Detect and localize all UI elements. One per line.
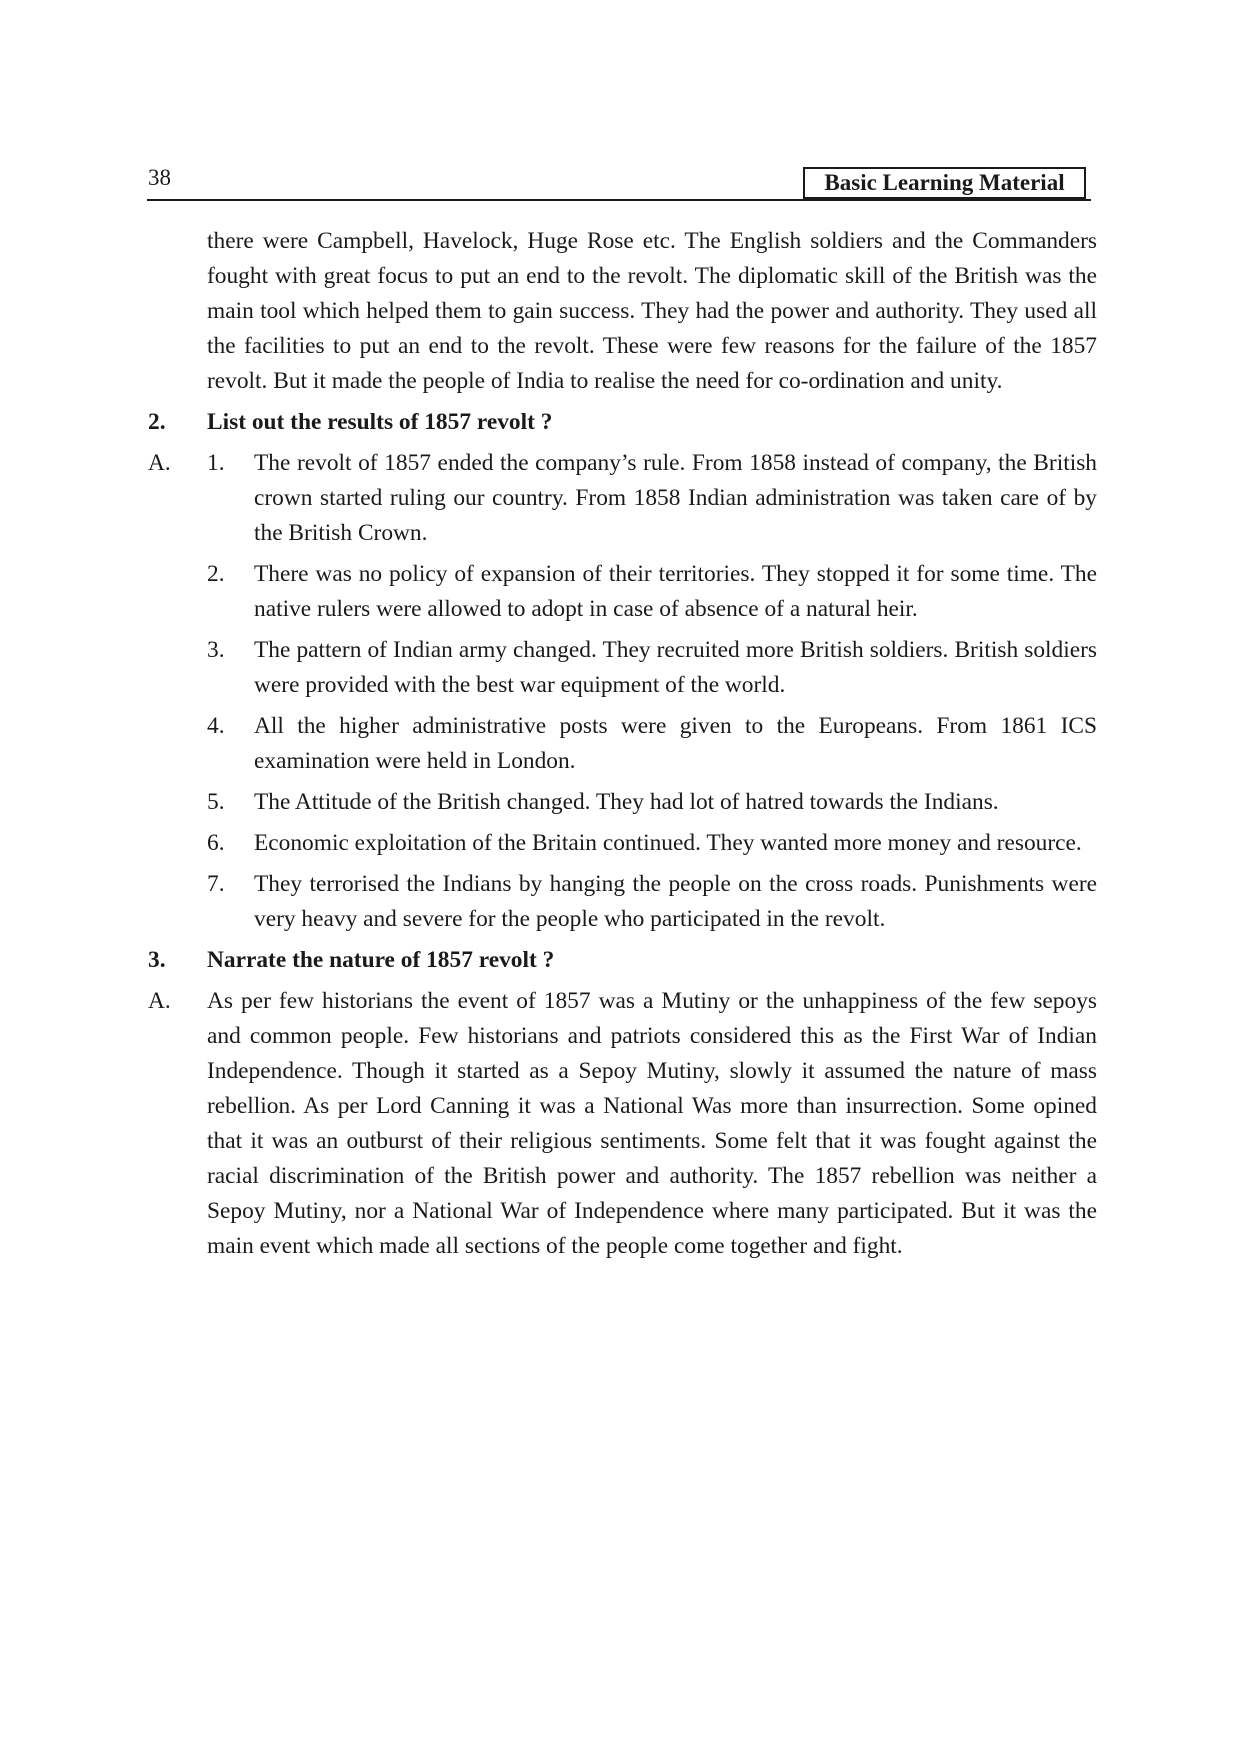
list-item xyxy=(207,633,1097,703)
list-item-number: 1. xyxy=(207,450,225,476)
header-rule xyxy=(147,199,1091,201)
list-item-number: 2. xyxy=(207,561,225,587)
list-item-text: The revolt of 1857 ended the company’s rule. From 1858 instead of company, the British crown started ruling our country. From 1858 Indian administration was taken care of by the British Crown. xyxy=(254,450,1097,546)
list-item xyxy=(207,785,1097,820)
page-number: 38 xyxy=(148,165,171,190)
intro-paragraph: there were Campbell, Havelock, Huge Rose etc. The English soldiers and the Commanders fought with great focus to put an end to the revolt. The diplomatic skill of the British was the main tool which helped them to gain success. They had the power and authority. They used all the facilities to put an end to the revolt. These were few reasons for the failure of the 1857 revolt. But it made the people of India to realise the need for co-ordination and unity. xyxy=(207,228,1097,394)
list-item xyxy=(207,557,1097,627)
list-item-number: 4. xyxy=(207,713,225,739)
question-3 xyxy=(0,943,1241,978)
list-item-number: 7. xyxy=(207,871,225,897)
list-item-number: 5. xyxy=(207,789,225,815)
question-number: 3. xyxy=(148,947,166,973)
answer-paragraph: As per few historians the event of 1857 was a Mutiny or the unhappiness of the few sepoys and common people. Few historians and patriots considered this as the First War of Indian Independence. Though it started as a Sepoy Mutiny, slowly it assumed the nature of mass rebellion. As per Lord Canning it was a National Was more than insurrection. Some opined that it was an outburst of their religious sentiments. Some felt that it was fought against the racial discrimination of the British power and authority. The 1857 rebellion was neither a Sepoy Mutiny, nor a National War of Independence where many participated. But it was the main event which made all sections of the people come together and fight. xyxy=(207,988,1097,1259)
list-item-text: They terrorised the Indians by hanging the people on the cross roads. Punishments were very heavy and severe for the people who participated in the revolt. xyxy=(254,871,1097,932)
answer-3 xyxy=(0,984,1241,1264)
answer-marker: A. xyxy=(148,450,171,476)
question-number: 2. xyxy=(148,409,166,435)
question-text: List out the results of 1857 revolt ? xyxy=(207,409,553,435)
list-item xyxy=(207,826,1097,861)
list-item-text: The pattern of Indian army changed. They recruited more British soldiers. British soldiers were provided with the best war equipment of the world. xyxy=(254,637,1097,698)
list-item-text: Economic exploitation of the Britain continued. They wanted more money and resource. xyxy=(254,830,1082,856)
answer-marker: A. xyxy=(148,988,171,1014)
list-item-text: All the higher administrative posts were given to the Europeans. From 1861 ICS examination were held in London. xyxy=(254,713,1097,774)
list-item-number: 3. xyxy=(207,637,225,663)
question-text: Narrate the nature of 1857 revolt ? xyxy=(207,947,555,973)
answer-2 xyxy=(0,446,1241,937)
list-item xyxy=(207,709,1097,779)
page-content xyxy=(0,224,1241,1264)
list-item xyxy=(207,446,1097,551)
list-item xyxy=(207,867,1097,937)
list-item-number: 6. xyxy=(207,830,225,856)
list-item-text: There was no policy of expansion of their territories. They stopped it for some time. The native rulers were allowed to adopt in case of absence of a natural heir. xyxy=(254,561,1097,622)
header-title: Basic Learning Material xyxy=(803,167,1086,199)
question-2 xyxy=(0,405,1241,440)
list-item-text: The Attitude of the British changed. They had lot of hatred towards the Indians. xyxy=(254,789,999,815)
